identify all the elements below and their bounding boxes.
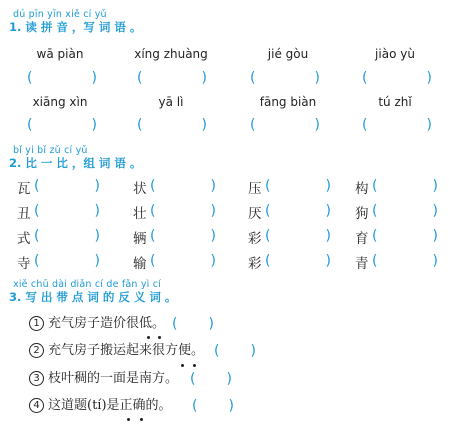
compare-char: 青 xyxy=(355,256,369,272)
item-number: 2 xyxy=(29,343,44,358)
paren-close: ) xyxy=(91,117,97,133)
paren-open: ( xyxy=(172,316,178,332)
answer-blank[interactable] xyxy=(372,253,438,269)
paren-open: ( xyxy=(150,253,156,269)
emphasis-dot xyxy=(147,336,150,339)
compare-item xyxy=(133,228,216,247)
item-sentence: 枝叶稠的一面是南方。 xyxy=(48,371,179,386)
pinyin-prompt: yā lì xyxy=(158,95,184,109)
compare-item xyxy=(248,203,331,222)
emphasis-dot xyxy=(140,418,143,421)
paren-open: ( xyxy=(150,228,156,244)
paren-close: ) xyxy=(228,398,234,414)
paren-close: ) xyxy=(94,178,100,194)
paren-open: ( xyxy=(137,70,143,86)
paren-open: ( xyxy=(372,253,378,269)
paren-open: ( xyxy=(150,178,156,194)
answer-blank[interactable] xyxy=(137,117,207,133)
paren-open: ( xyxy=(192,398,198,414)
pinyin-prompt: jié gòu xyxy=(267,47,309,61)
item-number: 1 xyxy=(29,316,44,331)
answer-blank[interactable] xyxy=(150,203,216,219)
answer-blank[interactable] xyxy=(150,253,216,269)
paren-close: ) xyxy=(94,203,100,219)
paren-close: ) xyxy=(201,117,207,133)
paren-close: ) xyxy=(314,70,320,86)
item-sentence: 充气房子搬运起来很方便。 xyxy=(48,343,205,358)
paren-close: ) xyxy=(432,203,438,219)
compare-item xyxy=(133,203,216,222)
paren-close: ) xyxy=(91,70,97,86)
compare-item xyxy=(17,228,100,247)
compare-item xyxy=(17,253,100,272)
compare-item xyxy=(248,228,331,247)
answer-blank[interactable] xyxy=(265,228,331,244)
item-number: 4 xyxy=(29,398,44,413)
answer-blank[interactable] xyxy=(214,343,256,359)
answer-blank[interactable] xyxy=(362,70,432,86)
compare-char: 辆 xyxy=(133,231,147,247)
paren-open: ( xyxy=(137,117,143,133)
paren-close: ) xyxy=(250,343,256,359)
paren-close: ) xyxy=(94,253,100,269)
answer-blank[interactable] xyxy=(372,203,438,219)
compare-char: 式 xyxy=(17,231,31,247)
compare-char: 壮 xyxy=(133,206,147,222)
section1-title: 1. 读 拼 音 ，写 词 语 。 xyxy=(9,20,142,34)
compare-item xyxy=(355,228,438,247)
paren-open: ( xyxy=(34,228,40,244)
paren-open: ( xyxy=(362,117,368,133)
section3-pinyin-title: xiě chū dài diǎn cí de fǎn yì cí xyxy=(13,279,161,290)
compare-char: 寺 xyxy=(17,256,31,272)
paren-open: ( xyxy=(250,117,256,133)
paren-close: ) xyxy=(325,178,331,194)
pinyin-prompt: fāng biàn xyxy=(259,95,317,109)
emphasis-dot xyxy=(158,336,161,339)
pinyin-prompt: xiāng xìn xyxy=(32,95,88,109)
compare-item xyxy=(133,178,216,197)
paren-close: ) xyxy=(426,117,432,133)
item-number: 3 xyxy=(29,371,44,386)
paren-close: ) xyxy=(226,371,232,387)
section2-title: 2. 比 一 比 ，组 词 语 。 xyxy=(9,156,142,170)
answer-blank[interactable] xyxy=(265,253,331,269)
answer-blank[interactable] xyxy=(372,178,438,194)
pinyin-prompt: wā piàn xyxy=(36,47,84,61)
compare-char: 彩 xyxy=(248,256,262,272)
paren-close: ) xyxy=(94,228,100,244)
paren-open: ( xyxy=(250,70,256,86)
answer-blank[interactable] xyxy=(150,178,216,194)
paren-open: ( xyxy=(265,253,271,269)
paren-close: ) xyxy=(208,316,214,332)
compare-char: 彩 xyxy=(248,231,262,247)
paren-open: ( xyxy=(265,228,271,244)
paren-close: ) xyxy=(210,178,216,194)
compare-item xyxy=(248,178,331,197)
paren-open: ( xyxy=(214,343,220,359)
compare-item xyxy=(17,203,100,222)
compare-char: 厌 xyxy=(248,206,262,222)
paren-close: ) xyxy=(201,70,207,86)
paren-open: ( xyxy=(27,70,33,86)
compare-item xyxy=(17,178,100,197)
compare-item xyxy=(248,253,331,272)
compare-char: 丑 xyxy=(17,206,31,222)
answer-blank[interactable] xyxy=(362,117,432,133)
paren-close: ) xyxy=(432,253,438,269)
answer-blank[interactable] xyxy=(34,178,100,194)
pinyin-prompt: tú zhǐ xyxy=(378,95,412,109)
paren-open: ( xyxy=(362,70,368,86)
paren-close: ) xyxy=(432,228,438,244)
paren-open: ( xyxy=(372,228,378,244)
item-sentence: 这道题(tí)是正确的。 xyxy=(48,398,172,413)
antonym-item xyxy=(29,398,172,414)
paren-open: ( xyxy=(150,203,156,219)
compare-char: 输 xyxy=(133,256,147,272)
paren-close: ) xyxy=(314,117,320,133)
paren-open: ( xyxy=(34,178,40,194)
paren-open: ( xyxy=(34,203,40,219)
antonym-item xyxy=(29,343,204,359)
paren-open: ( xyxy=(372,178,378,194)
paren-close: ) xyxy=(210,253,216,269)
paren-close: ) xyxy=(325,228,331,244)
answer-blank[interactable] xyxy=(150,228,216,244)
compare-char: 状 xyxy=(133,181,147,197)
emphasis-dot xyxy=(127,418,130,421)
answer-blank[interactable] xyxy=(34,203,100,219)
answer-blank[interactable] xyxy=(265,178,331,194)
compare-char: 狗 xyxy=(355,206,369,222)
item-sentence: 充气房子造价很低。 xyxy=(48,316,166,331)
answer-blank[interactable] xyxy=(27,70,97,86)
section3-title: 3. 写 出 带 点 词 的 反 义 词 。 xyxy=(9,290,177,304)
emphasis-dot xyxy=(193,364,196,367)
paren-close: ) xyxy=(325,253,331,269)
paren-open: ( xyxy=(265,178,271,194)
answer-blank[interactable] xyxy=(27,117,97,133)
antonym-item xyxy=(29,371,178,387)
compare-char: 瓦 xyxy=(17,181,31,197)
paren-close: ) xyxy=(210,228,216,244)
answer-blank[interactable] xyxy=(172,316,214,332)
answer-blank[interactable] xyxy=(250,70,320,86)
compare-item xyxy=(133,253,216,272)
paren-open: ( xyxy=(265,203,271,219)
paren-open: ( xyxy=(34,253,40,269)
paren-close: ) xyxy=(325,203,331,219)
compare-item xyxy=(355,178,438,197)
compare-char: 育 xyxy=(355,231,369,247)
answer-blank[interactable] xyxy=(250,117,320,133)
compare-item xyxy=(355,253,438,272)
answer-blank[interactable] xyxy=(137,70,207,86)
compare-char: 压 xyxy=(248,181,262,197)
pinyin-prompt: xíng zhuàng xyxy=(134,47,208,61)
paren-open: ( xyxy=(372,203,378,219)
answer-blank[interactable] xyxy=(34,228,100,244)
answer-blank[interactable] xyxy=(265,203,331,219)
answer-blank[interactable] xyxy=(34,253,100,269)
paren-close: ) xyxy=(210,203,216,219)
paren-close: ) xyxy=(432,178,438,194)
compare-char: 构 xyxy=(355,181,369,197)
paren-open: ( xyxy=(190,371,196,387)
section1-pinyin-title: dú pīn yīn xiě cí yǔ xyxy=(13,9,107,20)
antonym-item xyxy=(29,316,165,332)
paren-open: ( xyxy=(27,117,33,133)
answer-blank[interactable] xyxy=(372,228,438,244)
compare-item xyxy=(355,203,438,222)
emphasis-dot xyxy=(181,364,184,367)
answer-blank[interactable] xyxy=(190,371,232,387)
pinyin-prompt: jiào yù xyxy=(375,47,415,61)
paren-close: ) xyxy=(426,70,432,86)
section2-pinyin-title: bǐ yi bǐ zǔ cí yǔ xyxy=(13,145,88,156)
answer-blank[interactable] xyxy=(192,398,234,414)
